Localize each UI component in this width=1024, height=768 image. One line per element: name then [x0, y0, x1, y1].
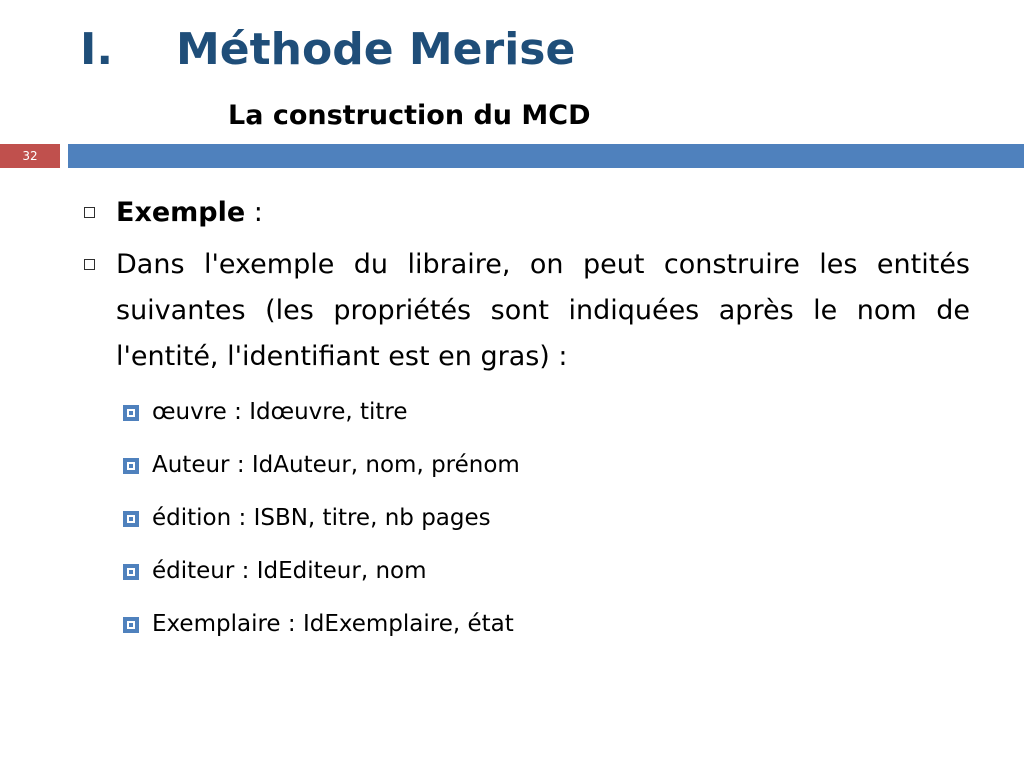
entity-item-editeur	[80, 545, 970, 598]
entity-text: œuvre : Idœuvre, titre	[152, 399, 408, 425]
bullet-item-description	[80, 242, 970, 380]
slide-content	[80, 190, 970, 651]
filled-square-bullet-icon	[123, 617, 139, 633]
entity-item-oeuvre	[80, 386, 970, 439]
filled-square-bullet-icon	[123, 405, 139, 421]
entity-text: Exemplaire : IdExemplaire, état	[152, 611, 514, 637]
entity-list	[80, 386, 970, 651]
title-divider-bar	[68, 144, 1024, 168]
square-bullet-icon	[84, 207, 95, 218]
entity-item-exemplaire	[80, 598, 970, 651]
title-text: Méthode Merise	[176, 24, 576, 75]
entity-item-edition	[80, 492, 970, 545]
slide-title	[80, 24, 575, 75]
entity-item-auteur	[80, 439, 970, 492]
entity-text: Auteur : IdAuteur, nom, prénom	[152, 452, 520, 478]
slide-subtitle: La construction du MCD	[228, 100, 591, 131]
square-bullet-icon	[84, 259, 95, 270]
filled-square-bullet-icon	[123, 564, 139, 580]
example-colon: :	[245, 197, 263, 228]
bullet-item-example	[80, 190, 970, 236]
filled-square-bullet-icon	[123, 458, 139, 474]
slide-number: 32	[0, 144, 60, 168]
example-label: Exemple	[116, 197, 246, 228]
description-text: Dans l'exemple du libraire, on peut construire les entités suivantes (les propriétés sont indiquées après le nom de l'entité, l'identifiant est en gras) :	[116, 249, 970, 372]
entity-text: éditeur : IdEditeur, nom	[152, 558, 427, 584]
entity-text: édition : ISBN, titre, nb pages	[152, 505, 491, 531]
filled-square-bullet-icon	[123, 511, 139, 527]
section-number: I.	[80, 24, 114, 75]
